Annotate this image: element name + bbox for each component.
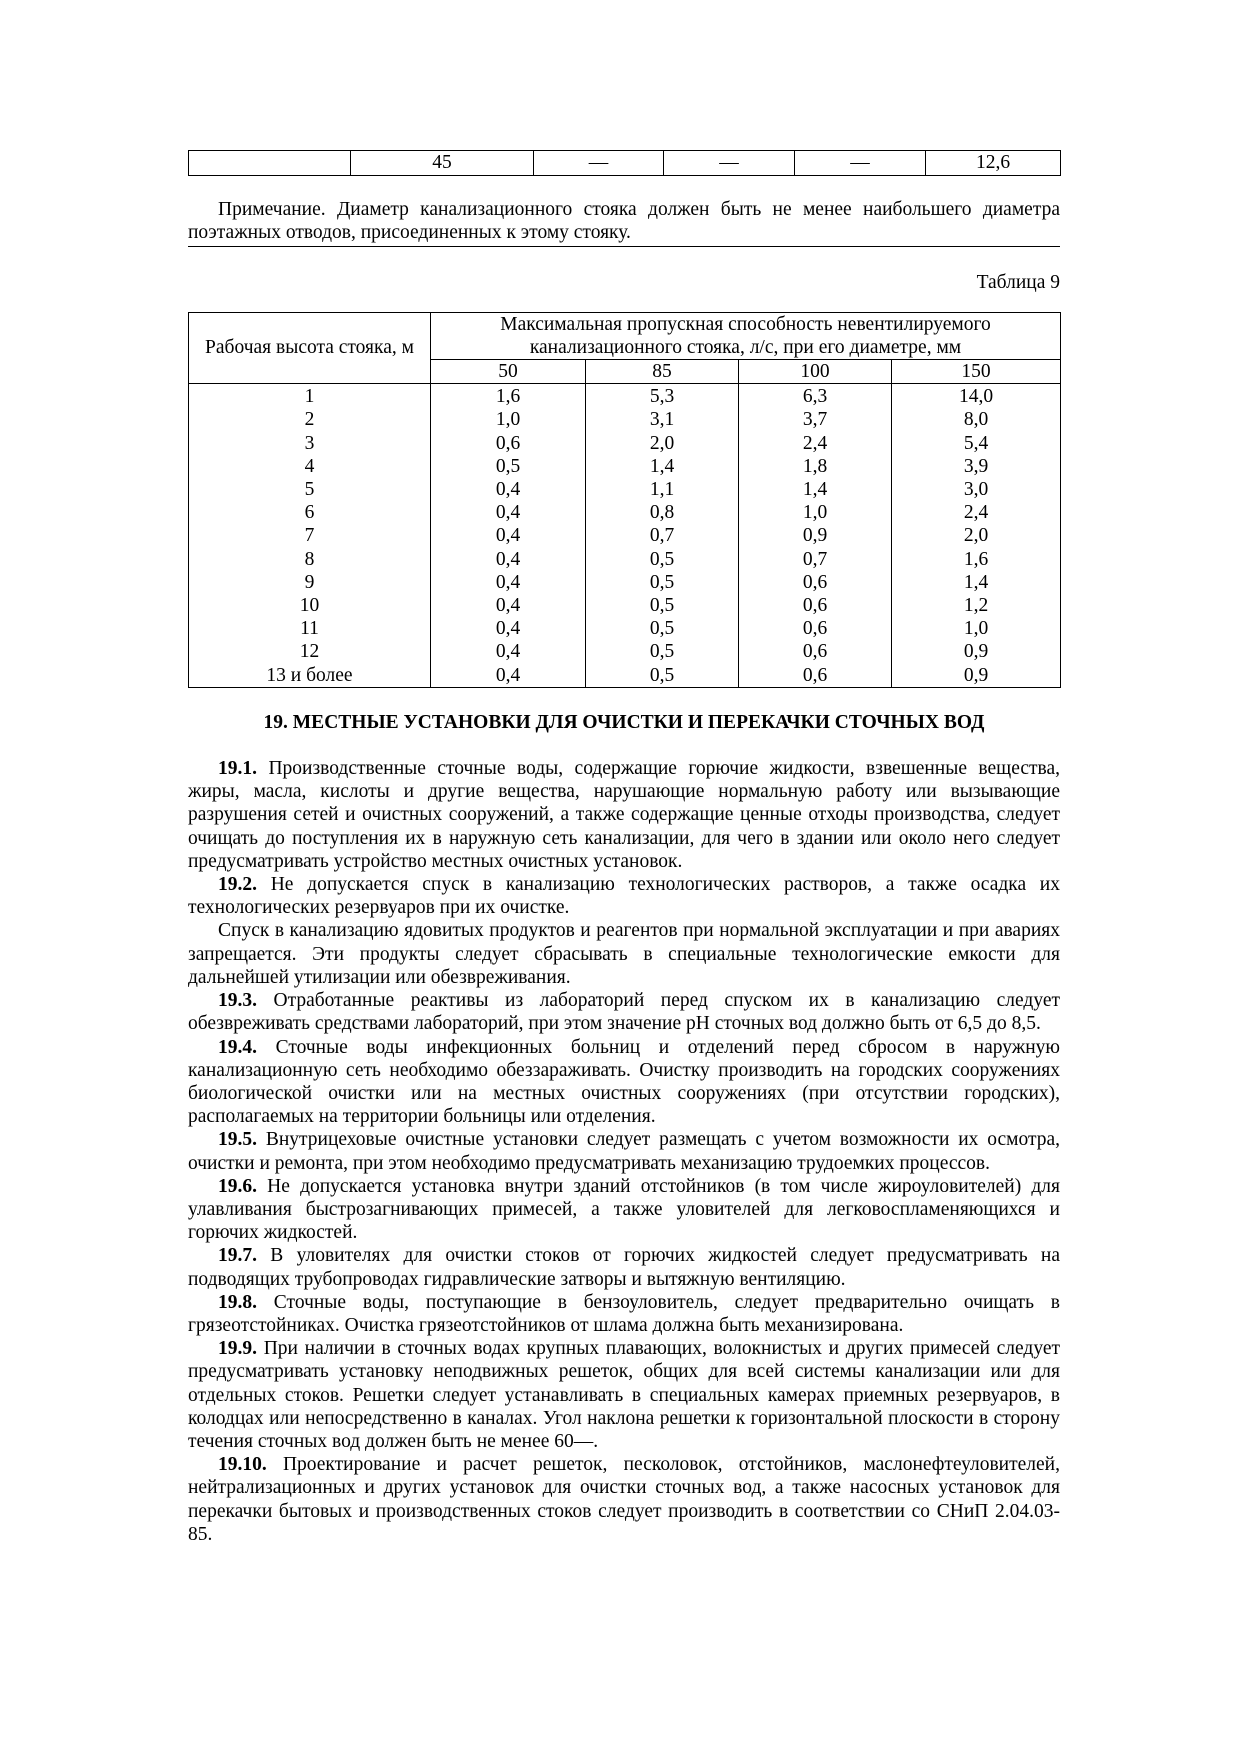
table-cell: 0,5 <box>431 455 586 478</box>
table-cell: 45 <box>351 151 534 176</box>
table-cell: 0,6 <box>431 432 586 455</box>
table-cell: 0,6 <box>739 640 892 663</box>
table-row <box>189 478 1061 501</box>
table-row <box>189 640 1061 663</box>
header-max-capacity: Максимальная пропускная способность невентилируемого канализационного стояка, л/с, при его диаметре, мм <box>431 312 1061 359</box>
paragraph-text: Производственные сточные воды, содержащие горючие жидкости, взвешенные вещества, жиры, масла, кислоты и другие вещества, нарушающие нормальную работу или вызывающие разрушения сетей и очистных сооружений, а также содержащие ценные отходы производства, следует очищать до поступления их в наружную сеть канализации, для чего в здании или около него следует предусматривать устройство местных очистных установок. <box>188 758 1060 872</box>
table-caption: Таблица 9 <box>976 272 1060 294</box>
table-cell: 1,6 <box>892 548 1061 571</box>
table-cell: 10 <box>189 594 431 617</box>
table-row <box>189 408 1061 431</box>
table-row <box>189 571 1061 594</box>
paragraph <box>188 1291 1060 1337</box>
table-cell: 4 <box>189 455 431 478</box>
table-cell: 6 <box>189 501 431 524</box>
paragraph <box>188 1175 1060 1245</box>
table-cell: 1,4 <box>892 571 1061 594</box>
paragraph-number: 19.1. <box>218 758 257 780</box>
table-cell: 1,1 <box>586 478 739 501</box>
table-cell: 11 <box>189 617 431 640</box>
table-cell: 0,5 <box>586 594 739 617</box>
paragraph <box>188 919 1060 989</box>
paragraph <box>188 1453 1060 1546</box>
paragraph <box>188 757 1060 873</box>
table-cell: — <box>664 151 795 176</box>
table-cell: 3,0 <box>892 478 1061 501</box>
continued-table <box>188 150 1061 176</box>
table-cell: 3,1 <box>586 408 739 431</box>
paragraph-number: 19.9. <box>218 1338 257 1360</box>
table-cell: 7 <box>189 524 431 547</box>
section-body <box>188 757 1060 1546</box>
table-cell: 0,9 <box>892 664 1061 688</box>
table-cell: 2,4 <box>892 501 1061 524</box>
table-cell: 1,0 <box>892 617 1061 640</box>
table-cell: 3 <box>189 432 431 455</box>
table-cell: 0,4 <box>431 501 586 524</box>
paragraph <box>188 1128 1060 1174</box>
paragraph-text: Внутрицеховые очистные установки следует размещать с учетом возможности их осмотра, очистки и ремонта, при этом необходимо предусматривать механизацию трудоемких процессов. <box>188 1129 1060 1174</box>
table-cell: 0,4 <box>431 594 586 617</box>
paragraph-text: Не допускается установка внутри зданий отстойников (в том числе жироуловителей) для улавливания быстрозагнивающих примесей, а также уловителей для легковоспламеняющихся и горючих жидкостей. <box>188 1175 1060 1244</box>
table-9 <box>188 312 1061 688</box>
header-diameter: 100 <box>739 360 892 384</box>
paragraph-text: Спуск в канализацию ядовитых продуктов и реагентов при нормальной эксплуатации и при авариях запрещается. Эти продукты следует сбрасывать в специальные технологические емкости для дальнейшей утилизации или обезвреживания. <box>188 920 1060 988</box>
table-cell: 12,6 <box>926 151 1061 176</box>
table-cell: 0,5 <box>586 640 739 663</box>
table-cell: 13 и более <box>189 664 431 688</box>
table-cell: 0,6 <box>739 571 892 594</box>
table-cell: 0,6 <box>739 617 892 640</box>
header-diameter: 85 <box>586 360 739 384</box>
paragraph-text: При наличии в сточных водах крупных плавающих, волокнистых и других примесей следует предусматривать установку неподвижных решеток, общих для всей системы канализации или для отдельных стоков. Решетки следует устанавливать в специальных камерах приемных резервуаров, в колодцах или непосредственно в каналах. Угол наклона решетки к горизонтальной плоскости в сторону течения сточных вод должен быть не менее 60—. <box>188 1338 1060 1452</box>
paragraph-number: 19.2. <box>218 874 257 896</box>
table-cell: 14,0 <box>892 384 1061 409</box>
paragraph-text: Сточные воды, поступающие в бензоуловитель, следует предварительно очищать в грязеотстойниках. Очистка грязеотстойников от шлама должна быть механизирована. <box>188 1291 1060 1336</box>
table-cell <box>189 151 351 176</box>
table-cell: 0,5 <box>586 664 739 688</box>
table-cell: 0,8 <box>586 501 739 524</box>
paragraph-number: 19.3. <box>218 990 257 1012</box>
table-cell: 9 <box>189 571 431 594</box>
paragraph <box>188 873 1060 919</box>
paragraph <box>188 1036 1060 1129</box>
paragraph-text: Проектирование и расчет решеток, песколовок, отстойников, маслонефтеуловителей, нейтрализационных и других установок для очистки сточных вод, а также насосных установок для перекачки бытовых и производственных стоков следует производить в соответствии со СНиП 2.04.03-85. <box>188 1454 1060 1545</box>
table-row <box>189 432 1061 455</box>
table-cell: 0,5 <box>586 571 739 594</box>
table-cell: 1,0 <box>431 408 586 431</box>
table-cell: 0,7 <box>586 524 739 547</box>
table-cell: 2,0 <box>892 524 1061 547</box>
table-cell: — <box>795 151 926 176</box>
header-diameter: 50 <box>431 360 586 384</box>
paragraph-number: 19.8. <box>218 1291 257 1313</box>
table-cell: 0,6 <box>739 664 892 688</box>
paragraph-number: 19.4. <box>218 1036 257 1058</box>
table-note: Примечание. Диаметр канализационного стояка должен быть не менее наибольшего диаметра поэтажных отводов, присоединенных к этому стояку. <box>188 198 1060 247</box>
table-cell: 12 <box>189 640 431 663</box>
table-cell: 3,7 <box>739 408 892 431</box>
table-cell: 0,6 <box>739 594 892 617</box>
table-cell: 5,4 <box>892 432 1061 455</box>
table-cell: 1,4 <box>586 455 739 478</box>
table-row <box>189 455 1061 478</box>
table-cell: 2,0 <box>586 432 739 455</box>
table-cell: 0,4 <box>431 548 586 571</box>
table-cell: 0,4 <box>431 524 586 547</box>
table-cell: 5,3 <box>586 384 739 409</box>
table-cell: 1,6 <box>431 384 586 409</box>
paragraph-text: Сточные воды инфекционных больниц и отделений перед сбросом в наружную канализационную сеть необходимо обеззараживать. Очистку производить на городских сооружениях биологической очистки или на местных очистных сооружениях (при отсутствии городских), располагаемых на территории больницы или отделения. <box>188 1036 1060 1128</box>
table-cell: 0,4 <box>431 571 586 594</box>
table-cell: 2 <box>189 408 431 431</box>
table-9-body <box>189 384 1061 688</box>
table-header-row <box>189 312 1061 359</box>
paragraph-number: 19.5. <box>218 1129 257 1151</box>
table-row <box>189 384 1061 409</box>
table-row <box>189 664 1061 688</box>
header-working-height: Рабочая высота стояка, м <box>189 312 431 384</box>
table-cell: 2,4 <box>739 432 892 455</box>
table-cell: 1 <box>189 384 431 409</box>
table-cell: 8 <box>189 548 431 571</box>
header-diameter: 150 <box>892 360 1061 384</box>
table-row <box>189 548 1061 571</box>
table-cell: 0,4 <box>431 664 586 688</box>
table-row <box>189 524 1061 547</box>
table-cell: 1,8 <box>739 455 892 478</box>
paragraph-number: 19.10. <box>218 1454 267 1476</box>
table-cell: 0,5 <box>586 548 739 571</box>
table-row <box>189 151 1061 176</box>
table-cell: 0,9 <box>739 524 892 547</box>
table-cell: 0,9 <box>892 640 1061 663</box>
paragraph <box>188 989 1060 1035</box>
table-cell: 0,4 <box>431 478 586 501</box>
table-row <box>189 594 1061 617</box>
paragraph <box>188 1337 1060 1453</box>
paragraph-text: Отработанные реактивы из лабораторий перед спуском их в канализацию следует обезвреживать средствами лабораторий, при этом значение pH сточных вод должно быть от 6,5 до 8,5. <box>188 990 1060 1035</box>
document-content <box>188 150 1060 1546</box>
section-title: 19. МЕСТНЫЕ УСТАНОВКИ ДЛЯ ОЧИСТКИ И ПЕРЕКАЧКИ СТОЧНЫХ ВОД <box>263 711 985 733</box>
paragraph-number: 19.7. <box>218 1245 257 1267</box>
table-cell: 5 <box>189 478 431 501</box>
table-row <box>189 617 1061 640</box>
table-cell: 8,0 <box>892 408 1061 431</box>
table-row <box>189 501 1061 524</box>
paragraph-number: 19.6. <box>218 1175 257 1197</box>
paragraph-text: В уловителях для очистки стоков от горючих жидкостей следует предусматривать на подводящих трубопроводах гидравлические затворы и вытяжную вентиляцию. <box>188 1245 1060 1290</box>
paragraph <box>188 1244 1060 1290</box>
table-cell: 6,3 <box>739 384 892 409</box>
table-cell: 3,9 <box>892 455 1061 478</box>
table-cell: 1,2 <box>892 594 1061 617</box>
table-cell: 1,0 <box>739 501 892 524</box>
table-cell: — <box>534 151 664 176</box>
table-cell: 1,4 <box>739 478 892 501</box>
table-cell: 0,5 <box>586 617 739 640</box>
table-cell: 0,4 <box>431 617 586 640</box>
table-cell: 0,7 <box>739 548 892 571</box>
paragraph-text: Не допускается спуск в канализацию технологических растворов, а также осадка их технологических резервуаров при их очистке. <box>188 874 1060 919</box>
table-cell: 0,4 <box>431 640 586 663</box>
